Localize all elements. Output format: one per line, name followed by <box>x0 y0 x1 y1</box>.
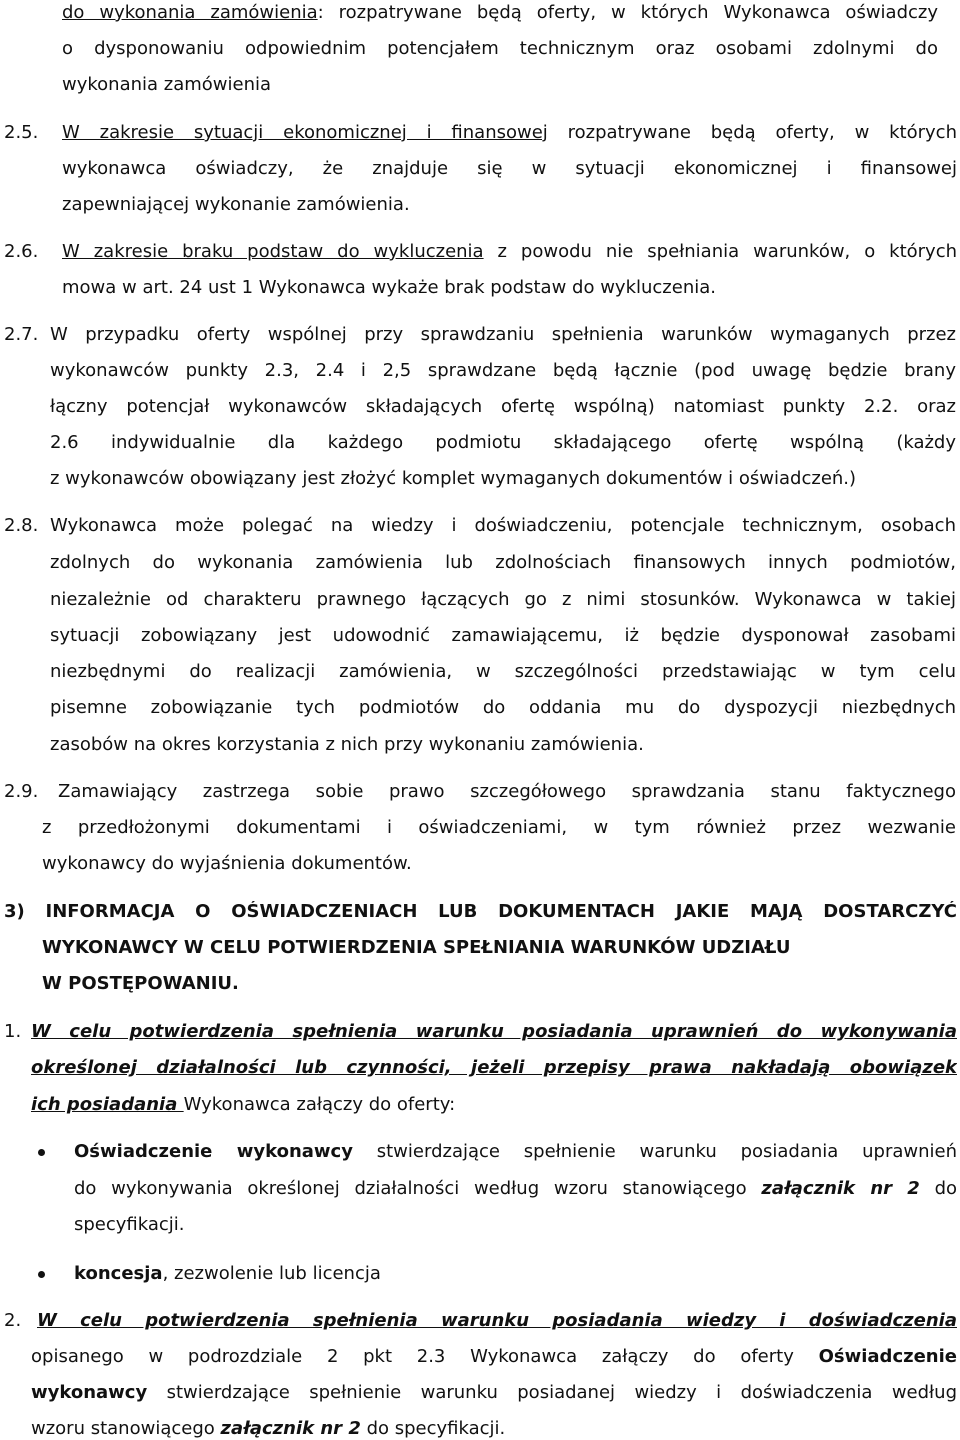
bullet-2-bold: koncesja <box>74 1263 163 1284</box>
p28-line-5: niezbędnymi do realizacji zamówienia, w szczególności przedstawiając w tym celu <box>50 661 956 682</box>
intro-text: : rozpatrywane będą oferty, w których Wykonawca oświadczy <box>317 2 938 23</box>
p28-line-7: zasobów na okres korzystania z nich przy wykonaniu zamówienia. <box>50 734 644 755</box>
p27-line-5: z wykonawców obowiązany jest złożyć komplet wymaganych dokumentów i oświadczeń.) <box>50 468 857 489</box>
item1-line-2: określonej działalności lub czynności, jeżeli przepisy prawa nakładają obowiązek <box>31 1057 957 1078</box>
p28-line-6: pisemne zobowiązanie tych podmiotów do oddania mu do dyspozycji niezbędnych <box>50 697 956 718</box>
p27-line-1: W przypadku oferty wspólnej przy sprawdzaniu spełnienia warunków wymaganych przez <box>50 324 956 345</box>
p25-heading: W zakresie sytuacji ekonomicznej i finansowej <box>62 122 548 143</box>
p28-line-2: zdolnych do wykonania zamówienia lub zdolnościach finansowych innych podmiotów, <box>50 552 956 573</box>
item1-bullet-1-line-2 <box>74 1178 957 1200</box>
bullet-1-line-2-end: do <box>919 1178 957 1199</box>
intro-line-1 <box>62 2 938 24</box>
item1-bullet-2 <box>74 1263 381 1285</box>
p26-text: z powodu nie spełniania warunków, o których <box>483 241 957 262</box>
bullet-1-line-2-text: do wykonywania określonej działalności według wzoru stanowiącego <box>74 1178 762 1199</box>
item1-line-3-text: Wykonawca załączy do oferty: <box>183 1094 456 1115</box>
item2-line-4-text: wzoru stanowiącego <box>31 1418 221 1439</box>
section3-heading-line-3: W POSTĘPOWANIU. <box>42 973 239 994</box>
item2-line-2-bold: Oświadczenie <box>818 1346 957 1367</box>
item1-bullet-1-line-3: specyfikacji. <box>74 1214 185 1235</box>
p26-line-2: mowa w art. 24 ust 1 Wykonawca wykaże brak podstaw do wykluczenia. <box>62 277 716 298</box>
p27-line-2: wykonawców punkty 2.3, 2.4 i 2,5 sprawdzane będą łącznie (pod uwagę będzie brany <box>50 360 956 381</box>
bullet-2-text: , zezwolenie lub licencja <box>162 1263 381 1284</box>
p25-text: rozpatrywane będą oferty, w których <box>547 122 957 143</box>
bullet-1-text: stwierdzające spełnienie warunku posiadania uprawnień <box>352 1141 957 1162</box>
item1-number: 1. <box>4 1021 22 1042</box>
p27-line-4: 2.6 indywidualnie dla każdego podmiotu składającego ofertę wspólną (każdy <box>50 432 956 453</box>
section3-heading-line-1: 3) INFORMACJA O OŚWIADCZENIACH LUB DOKUMENTACH JAKIE MAJĄ DOSTARCZYĆ <box>4 901 957 922</box>
p26-number: 2.6. <box>4 241 39 262</box>
section3-heading-line-2: WYKONAWCY W CELU POTWIERDZENIA SPEŁNIANIA WARUNKÓW UDZIAŁU <box>42 937 791 958</box>
item1-line-1: W celu potwierdzenia spełnienia warunku posiadania uprawnień do wykonywania <box>31 1021 957 1042</box>
item1-line-3-emph: ich posiadania <box>31 1094 184 1115</box>
item2-line-3 <box>31 1382 957 1404</box>
p25-number: 2.5. <box>4 122 39 143</box>
p26-heading: W zakresie braku podstaw do wykluczenia <box>62 241 484 262</box>
item1-bullet-1-line-1 <box>74 1141 957 1163</box>
p28-line-3: niezależnie od charakteru prawnego łączących go z nimi stosunków. Wykonawca w takiej <box>50 589 956 610</box>
intro-line-2: o dysponowaniu odpowiednim potencjałem technicznym oraz osobami zdolnymi do <box>62 38 938 59</box>
p28-line-4: sytuacji zobowiązany jest udowodnić zamawiającemu, iż będzie dysponował zasobami <box>50 625 956 646</box>
bullet-dot-1 <box>38 1149 45 1156</box>
item2-attachment: załącznik nr 2 <box>220 1418 361 1439</box>
item2-line-2 <box>31 1346 957 1368</box>
bullet-dot-2 <box>38 1271 45 1278</box>
item2-line-3-bold: wykonawcy <box>31 1382 148 1403</box>
p29-number: 2.9. <box>4 781 39 802</box>
p27-line-3: łączny potencjał wykonawców składających ofertę wspólną) natomiast punkty 2.2. oraz <box>50 396 956 417</box>
p28-number: 2.8. <box>4 515 39 536</box>
intro-line-3: wykonania zamówienia <box>62 74 272 95</box>
bullet-1-bold: Oświadczenie wykonawcy <box>74 1141 353 1162</box>
item2-line-2-text: opisanego w podrozdziale 2 pkt 2.3 Wykonawca załączy do oferty <box>31 1346 819 1367</box>
item2-line-4-end: do specyfikacji. <box>360 1418 506 1439</box>
item2-line-3-text: stwierdzające spełnienie warunku posiadanej wiedzy i doświadczenia według <box>147 1382 957 1403</box>
item2-line-1: W celu potwierdzenia spełnienia warunku posiadania wiedzy i doświadczenia <box>37 1310 957 1331</box>
intro-link: do wykonania zamówienia <box>62 2 318 23</box>
p29-line-1: Zamawiający zastrzega sobie prawo szczegółowego sprawdzania stanu faktycznego <box>58 781 956 802</box>
item2-number: 2. <box>4 1310 22 1331</box>
p29-line-2: z przedłożonymi dokumentami i oświadczeniami, w tym również przez wezwanie <box>42 817 956 838</box>
bullet-1-attachment: załącznik nr 2 <box>761 1178 920 1199</box>
p25-line-1 <box>62 122 957 144</box>
p25-line-2: wykonawca oświadczy, że znajduje się w sytuacji ekonomicznej i finansowej <box>62 158 957 179</box>
p25-line-3: zapewniającej wykonanie zamówienia. <box>62 194 410 215</box>
item1-line-3 <box>31 1094 455 1116</box>
p26-line-1 <box>62 241 957 263</box>
p27-number: 2.7. <box>4 324 39 345</box>
p29-line-3: wykonawcy do wyjaśnienia dokumentów. <box>42 853 412 874</box>
item2-line-4 <box>31 1418 505 1440</box>
p28-line-1: Wykonawca może polegać na wiedzy i doświadczeniu, potencjale technicznym, osobach <box>50 515 956 536</box>
